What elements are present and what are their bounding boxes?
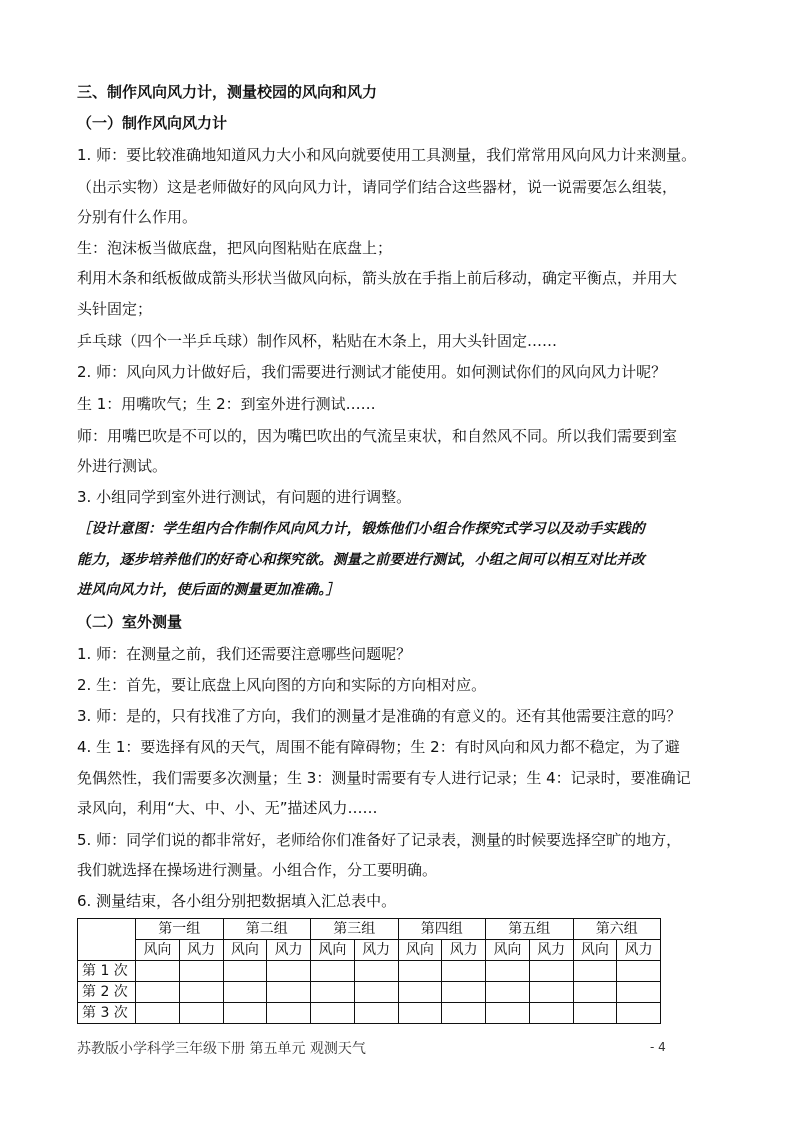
- table-group-header-row: [78, 919, 661, 940]
- table-cell: [442, 982, 486, 1003]
- paragraph-line: 2. 生：首先，要让底盘上风向图的方向和实际的方向相对应。: [77, 676, 487, 694]
- table-cell: [136, 961, 180, 982]
- paragraph-line: 生：泡沫板当做底盘，把风向图粘贴在底盘上；: [77, 239, 393, 257]
- table-cell: [617, 961, 661, 982]
- table-cell: [529, 1003, 573, 1024]
- table-cell: [442, 961, 486, 982]
- table-cell: [311, 1003, 355, 1024]
- table-cell: [354, 982, 398, 1003]
- design-intent-line: 进风向风力计，使后面的测量更加准确。］: [77, 582, 340, 598]
- table-cell: [354, 1003, 398, 1024]
- table-cell: [223, 1003, 267, 1024]
- table-cell: [617, 982, 661, 1003]
- table-cell: [179, 982, 223, 1003]
- page-number: - 4: [650, 1040, 666, 1054]
- table-subheader: 风向: [398, 940, 442, 961]
- table-cell: [267, 982, 311, 1003]
- paragraph-line: 免偶然性，我们需要多次测量；生 3：测量时需要有专人进行记录；生 4：记录时，要准确记: [77, 769, 691, 787]
- table-row: [78, 982, 661, 1003]
- section-title: 三、制作风向风力计，测量校园的风向和风力: [77, 83, 378, 101]
- table-row: [78, 961, 661, 982]
- table-cell: [529, 982, 573, 1003]
- paragraph-line: 1. 师：在测量之前，我们还需要注意哪些问题呢？: [77, 645, 412, 663]
- table-row-label: 第 1 次: [78, 961, 136, 982]
- paragraph-line: 师：用嘴巴吹是不可以的，因为嘴巴吹出的气流呈束状，和自然风不同。所以我们需要到室: [77, 427, 678, 445]
- table-subheader: 风力: [354, 940, 398, 961]
- table-cell: [223, 982, 267, 1003]
- design-intent-line: ［设计意图：学生组内合作制作风向风力计，锻炼他们小组合作探究式学习以及动手实践的: [77, 521, 645, 537]
- table-group-header: 第四组: [398, 919, 486, 940]
- design-intent-line: 能力，逐步培养他们的好奇心和探究欲。测量之前要进行测试，小组之间可以相互对比并改: [77, 552, 645, 568]
- part1-heading: （一）制作风向风力计: [77, 114, 228, 132]
- table-group-header: 第一组: [136, 919, 224, 940]
- table-cell: [573, 1003, 617, 1024]
- table-row: [78, 1003, 661, 1024]
- table-subheader: 风力: [617, 940, 661, 961]
- paragraph-line: 利用木条和纸板做成箭头形状当做风向标，箭头放在手指上前后移动，确定平衡点，并用大: [77, 269, 678, 287]
- table-subheader: 风力: [267, 940, 311, 961]
- table-cell: [136, 1003, 180, 1024]
- paragraph-line: 1. 师：要比较准确地知道风力大小和风向就要使用工具测量，我们常常用风向风力计来测量。: [77, 146, 697, 164]
- table-group-header: 第六组: [573, 919, 661, 940]
- table-subheader: 风向: [223, 940, 267, 961]
- table-subheader-row: [78, 940, 661, 961]
- table-cell: [398, 982, 442, 1003]
- table-row-label: 第 2 次: [78, 982, 136, 1003]
- paragraph-line: 5. 师：同学们说的都非常好，老师给你们准备好了记录表，测量的时候要选择空旷的地方，: [77, 831, 682, 849]
- paragraph-line: 生 1：用嘴吹气；生 2：到室外进行测试……: [77, 395, 376, 413]
- table-cell: [442, 1003, 486, 1024]
- table-subheader: 风力: [179, 940, 223, 961]
- table-group-header: 第二组: [223, 919, 311, 940]
- paragraph-line: 4. 生 1：要选择有风的天气，周围不能有障碍物；生 2：有时风向和风力都不稳定，为了避: [77, 738, 680, 756]
- table-subheader: 风向: [136, 940, 180, 961]
- paragraph-line: 2. 师：风向风力计做好后，我们需要进行测试才能使用。如何测试你们的风向风力计呢？: [77, 363, 667, 381]
- table-cell: [354, 961, 398, 982]
- table-cell: [617, 1003, 661, 1024]
- table-cell: [573, 961, 617, 982]
- table-cell: [486, 961, 530, 982]
- table-cell: [179, 1003, 223, 1024]
- table-cell: [179, 961, 223, 982]
- table-cell: [398, 961, 442, 982]
- table-cell: [486, 1003, 530, 1024]
- paragraph-line: 乒乓球（四个一半乒乓球）制作风杯，粘贴在木条上，用大头针固定……: [77, 332, 558, 350]
- summary-table: [77, 918, 661, 1024]
- table-subheader: 风力: [442, 940, 486, 961]
- table-group-header: 第三组: [311, 919, 399, 940]
- table-cell: [311, 961, 355, 982]
- part2-heading: （二）室外测量: [77, 613, 183, 631]
- paragraph-line: 6. 测量结束，各小组分别把数据填入汇总表中。: [77, 892, 397, 910]
- paragraph-line: 3. 小组同学到室外进行测试，有问题的进行调整。: [77, 488, 412, 506]
- table-cell: [529, 961, 573, 982]
- table-cell: [311, 982, 355, 1003]
- table-row-label: 第 3 次: [78, 1003, 136, 1024]
- table-cell: [267, 961, 311, 982]
- paragraph-line: 3. 师：是的，只有找准了方向，我们的测量才是准确的有意义的。还有其他需要注意的吗？: [77, 707, 682, 725]
- paragraph-line: 头针固定；: [77, 300, 153, 318]
- table-cell: [486, 982, 530, 1003]
- paragraph-line: 外进行测试。: [77, 457, 168, 475]
- table-cell: [398, 1003, 442, 1024]
- table-subheader: 风力: [529, 940, 573, 961]
- table-corner-cell: [78, 919, 136, 961]
- paragraph-line: 我们就选择在操场进行测量。小组合作，分工要明确。: [77, 861, 438, 879]
- table-cell: [573, 982, 617, 1003]
- table-subheader: 风向: [311, 940, 355, 961]
- table-group-header: 第五组: [486, 919, 574, 940]
- paragraph-line: 录风向，利用“大、中、小、无”描述风力……: [77, 799, 378, 817]
- paragraph-line: 分别有什么作用。: [77, 208, 198, 226]
- table-cell: [136, 982, 180, 1003]
- footer-book-title: 苏教版小学科学三年级下册 第五单元 观测天气: [77, 1041, 366, 1057]
- table-subheader: 风向: [486, 940, 530, 961]
- table-cell: [223, 961, 267, 982]
- table-subheader: 风向: [573, 940, 617, 961]
- table-cell: [267, 1003, 311, 1024]
- paragraph-line: （出示实物）这是老师做好的风向风力计，请同学们结合这些器材，说一说需要怎么组装，: [77, 178, 678, 196]
